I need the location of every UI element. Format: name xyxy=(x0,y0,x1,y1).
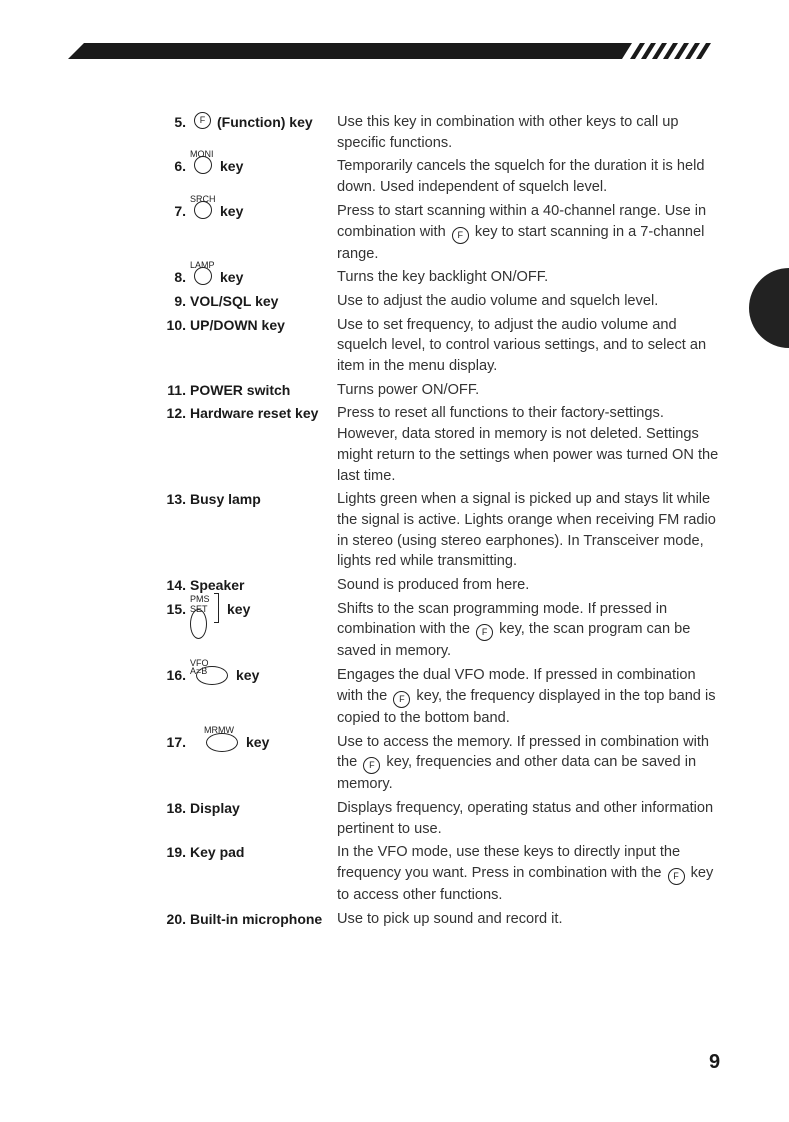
description-text: Displays frequency, operating status and other information pertinent to use. xyxy=(337,799,714,837)
entry-description xyxy=(337,842,720,905)
entry-number: 20. xyxy=(166,910,186,927)
list-item xyxy=(160,380,720,401)
list-item xyxy=(160,575,720,596)
description-text: Use to adjust the audio volume and squelch level. xyxy=(337,292,659,309)
button-caption: A=B xyxy=(190,666,208,677)
description-text: Lights green when a signal is picked up and stays lit while the signal is active. Lights orange when receiving FM radio in stereo (using stereo earphones). In Transceiver mode, lights red while transmitting. xyxy=(337,491,716,570)
button-caption: SET xyxy=(190,603,208,614)
entry-number: 7. xyxy=(174,202,186,219)
pms-set-button-icon xyxy=(190,593,219,623)
tall-button-icon xyxy=(190,609,207,639)
function-key-icon: F xyxy=(476,624,493,641)
entry-number: 6. xyxy=(174,158,186,175)
key-word: key xyxy=(246,733,270,750)
description-text: Press to start scanning within a 40-channel range. Use in combination with xyxy=(337,202,707,240)
entry-description xyxy=(337,599,720,662)
lamp-button-icon xyxy=(186,260,215,288)
entry-number: 15. xyxy=(166,600,186,617)
entry-name: Speaker xyxy=(190,577,245,594)
entry-label xyxy=(160,403,337,424)
entry-label xyxy=(160,909,337,930)
mrmw-button-icon xyxy=(200,724,238,753)
entry-number: 18. xyxy=(166,799,186,816)
key-description-list xyxy=(160,112,720,933)
entry-description xyxy=(337,201,720,264)
entry-number: 10. xyxy=(166,316,186,333)
list-item xyxy=(160,260,720,288)
list-item xyxy=(160,291,720,312)
list-item xyxy=(160,909,720,930)
function-key-icon: F xyxy=(668,868,685,885)
entry-label xyxy=(160,489,337,510)
entry-name: (Function) key xyxy=(217,114,313,130)
entry-label xyxy=(160,149,337,177)
header-stripe xyxy=(68,43,632,59)
entry-label xyxy=(160,380,337,401)
description-text: Use this key in combination with other keys to call up specific functions. xyxy=(337,114,679,151)
description-text: Press to reset all functions to their factory-settings. However, data stored in memory is not deleted. Settings might return to the settings when power was turned ON the last time. xyxy=(337,405,719,484)
key-word: key xyxy=(220,202,244,219)
description-text: Use to pick up sound and record it. xyxy=(337,910,563,927)
button-caption: PMS xyxy=(190,593,210,604)
list-item xyxy=(160,658,720,728)
button-caption: MONI xyxy=(190,149,214,160)
function-key-icon: F xyxy=(393,691,410,708)
list-item xyxy=(160,315,720,377)
entry-label xyxy=(160,112,337,133)
entry-description xyxy=(337,315,720,377)
entry-description xyxy=(337,267,720,288)
entry-description xyxy=(337,112,720,153)
description-text: key to access other functions. xyxy=(337,865,714,904)
list-item xyxy=(160,193,720,264)
entry-number: 11. xyxy=(167,381,186,398)
list-item xyxy=(160,724,720,795)
entry-label xyxy=(160,798,337,819)
entry-name: Hardware reset key xyxy=(190,405,319,422)
entry-label xyxy=(160,724,337,753)
description-text: Use to set frequency, to adjust the audio volume and squelch level, to control various settings, and to select an item in the menu display. xyxy=(337,316,707,375)
entry-number: 16. xyxy=(166,667,186,684)
header-bar xyxy=(0,40,789,62)
entry-label xyxy=(160,315,337,336)
entry-name: VOL/SQL key xyxy=(190,292,279,309)
description-text: Temporarily cancels the squelch for the duration it is held down. Used independent of squelch level. xyxy=(337,158,705,196)
vfo-button-icon xyxy=(190,658,228,686)
entry-description xyxy=(337,798,720,839)
entry-number: 5. xyxy=(174,114,186,130)
function-key-icon: F xyxy=(363,757,380,774)
entry-label xyxy=(160,575,337,596)
button-caption: MRMW xyxy=(204,724,234,735)
description-text: key to start scanning in a 7-channel range. xyxy=(337,223,705,262)
moni-button-icon xyxy=(186,149,214,177)
entry-label xyxy=(160,193,337,222)
button-caption: SRCH xyxy=(190,193,216,204)
list-item xyxy=(160,593,720,662)
entry-description xyxy=(337,489,720,572)
button-caption: VFO xyxy=(190,658,209,669)
chapter-tab xyxy=(749,268,789,348)
entry-number: 8. xyxy=(174,269,186,286)
entry-label xyxy=(160,291,337,312)
description-text: key, the frequency displayed in the top band is copied to the bottom band. xyxy=(337,687,716,726)
entry-name: Busy lamp xyxy=(190,491,261,508)
entry-name: Built-in microphone xyxy=(190,910,323,927)
list-item xyxy=(160,798,720,839)
description-text: Turns the key backlight ON/OFF. xyxy=(337,269,549,286)
entry-name: Display xyxy=(190,799,240,816)
entry-description xyxy=(337,291,720,312)
entry-label xyxy=(160,842,337,863)
description-text: Use to access the memory. If pressed in combination with the xyxy=(337,733,710,771)
key-word: key xyxy=(236,667,260,684)
entry-number: 19. xyxy=(166,844,186,861)
description-text: In the VFO mode, use these keys to directly input the frequency you want. Press in combination with the xyxy=(337,844,681,882)
button-caption: LAMP xyxy=(190,260,215,271)
entry-number: 9. xyxy=(174,292,186,309)
entry-label xyxy=(160,593,337,623)
bracket-icon xyxy=(214,593,219,623)
description-text: Engages the dual VFO mode. If pressed in combination with the xyxy=(337,667,696,704)
list-item xyxy=(160,842,720,905)
list-item xyxy=(160,489,720,572)
entry-name: POWER switch xyxy=(190,381,291,398)
entry-number: 12. xyxy=(166,405,186,422)
entry-label xyxy=(160,658,337,686)
entry-description xyxy=(337,732,720,795)
description-text: Sound is produced from here. xyxy=(337,577,530,594)
description-text: key, frequencies and other data can be saved in memory. xyxy=(337,754,697,793)
entry-description xyxy=(337,909,720,930)
description-text: Turns power ON/OFF. xyxy=(337,381,480,398)
list-item xyxy=(160,149,720,197)
list-item xyxy=(160,112,720,153)
entry-description xyxy=(337,403,720,486)
entry-label xyxy=(160,260,337,288)
entry-name: UP/DOWN key xyxy=(190,316,285,333)
key-word: key xyxy=(227,600,251,617)
srch-button-icon xyxy=(186,193,216,222)
entry-number: 14. xyxy=(166,577,186,594)
entry-number: 13. xyxy=(166,491,186,508)
key-word: key xyxy=(220,158,244,175)
entry-description xyxy=(337,575,720,596)
description-text: key, the scan program can be saved in memory. xyxy=(337,621,691,660)
key-word: key xyxy=(220,269,244,286)
list-item xyxy=(160,403,720,486)
entry-number: 17. xyxy=(166,733,186,750)
function-key-icon: F xyxy=(452,227,469,244)
entry-description xyxy=(337,665,720,728)
page-number: 9 xyxy=(709,1051,721,1073)
function-key-icon: F xyxy=(194,112,211,129)
description-text: Shifts to the scan programming mode. If pressed in combination with the xyxy=(337,600,668,638)
entry-name: Key pad xyxy=(190,844,245,861)
entry-description xyxy=(337,156,720,197)
entry-description xyxy=(337,380,720,401)
